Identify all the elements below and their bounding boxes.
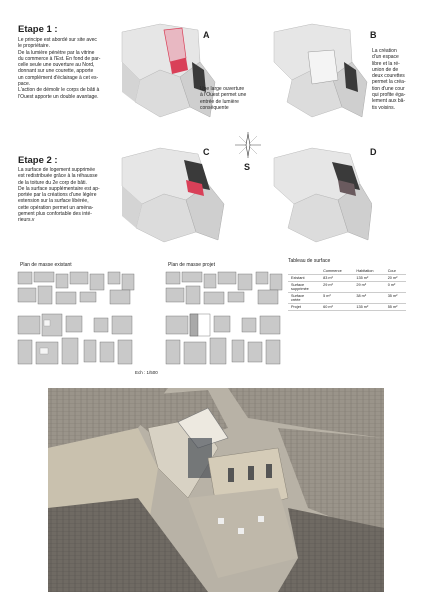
table-cell: Projet [291, 305, 301, 309]
project-site-plan [164, 270, 284, 368]
existing-plan-title: Plan de masse existant [20, 262, 72, 268]
panel-c-3d-view [120, 140, 230, 250]
table-cell: 135 m² [356, 276, 369, 280]
aerial-render-image [48, 388, 384, 592]
surface-table-title: Tableau de surface [288, 258, 331, 264]
panel-b-note: La création d'un espace libre et la ré- union de de deux courettes permet la créa- tion d'une cour qui profite éga- lement aux bâ- tis voisins. [372, 48, 406, 111]
table-cell: 55 m² [387, 305, 398, 309]
table-row [288, 275, 406, 282]
table-cell: 0 m² [387, 283, 396, 287]
surface-table [288, 268, 406, 311]
table-cell: 135 m² [356, 305, 369, 309]
compass-south-label: S [244, 162, 251, 172]
panel-a-note: Une large ouverture à l'Ouest permet une entrée de lumière conséquente [200, 86, 247, 111]
table-cell: 38 m² [356, 294, 367, 298]
step1-title: Etape 1 : [18, 24, 58, 35]
step1-text: Le principe est abordé sur site avec le propriétaire. De la lumière pénètre par la vitrine du commerce à l'Est. En fond de par- celle seule une ouverture au Nord, donnant sur une courette, apporte un complément d'éclairage à cet es- pace. L'action de démolir le corps de bâti à l'Ouest apporte un double avantage. [18, 37, 101, 100]
project-plan-title: Plan de masse projet [168, 262, 215, 268]
table-row [288, 282, 406, 293]
table-cell: Surface supprimée [291, 283, 309, 291]
panel-c-letter: C [203, 147, 210, 157]
table-cell: 20 m² [387, 276, 398, 280]
panel-b-letter: B [370, 30, 377, 40]
step2-text: La surface de logement supprimée est redistribuée grâce à la réhausse de la toiture du 2e corp de bâti. De la surface supplémentaire est ap- portée par la créations d'une légère extension sur la surface libérée, cette opération permet un aména- gement plus confortable des inté- rieurs.v [18, 167, 100, 224]
table-cell: 35 m² [387, 294, 398, 298]
table-cell: 83 m² [323, 276, 333, 280]
plan-scale: Ech : 1/500 [135, 370, 158, 375]
table-row [288, 304, 406, 311]
panel-d-3d-view [272, 140, 372, 250]
table-cell: 29 m² [356, 283, 367, 287]
table-cell: Surface créée [291, 294, 305, 302]
panel-d-letter: D [370, 147, 377, 157]
compass-rose-icon [233, 130, 263, 160]
table-cell: 29 m² [323, 283, 333, 287]
table-cell: 5 m² [323, 294, 331, 298]
table-cell: Existant [291, 276, 305, 280]
table-header-cell: Cour [387, 269, 396, 273]
existing-site-plan [16, 270, 136, 368]
panel-b-3d-view [272, 22, 372, 132]
table-row [288, 293, 406, 304]
table-header-cell: Habitation [356, 269, 374, 273]
table-header-cell: Commerce [323, 269, 342, 273]
panel-a-letter: A [203, 30, 210, 40]
table-cell: 60 m² [323, 305, 333, 309]
step2-title: Etape 2 : [18, 155, 58, 166]
